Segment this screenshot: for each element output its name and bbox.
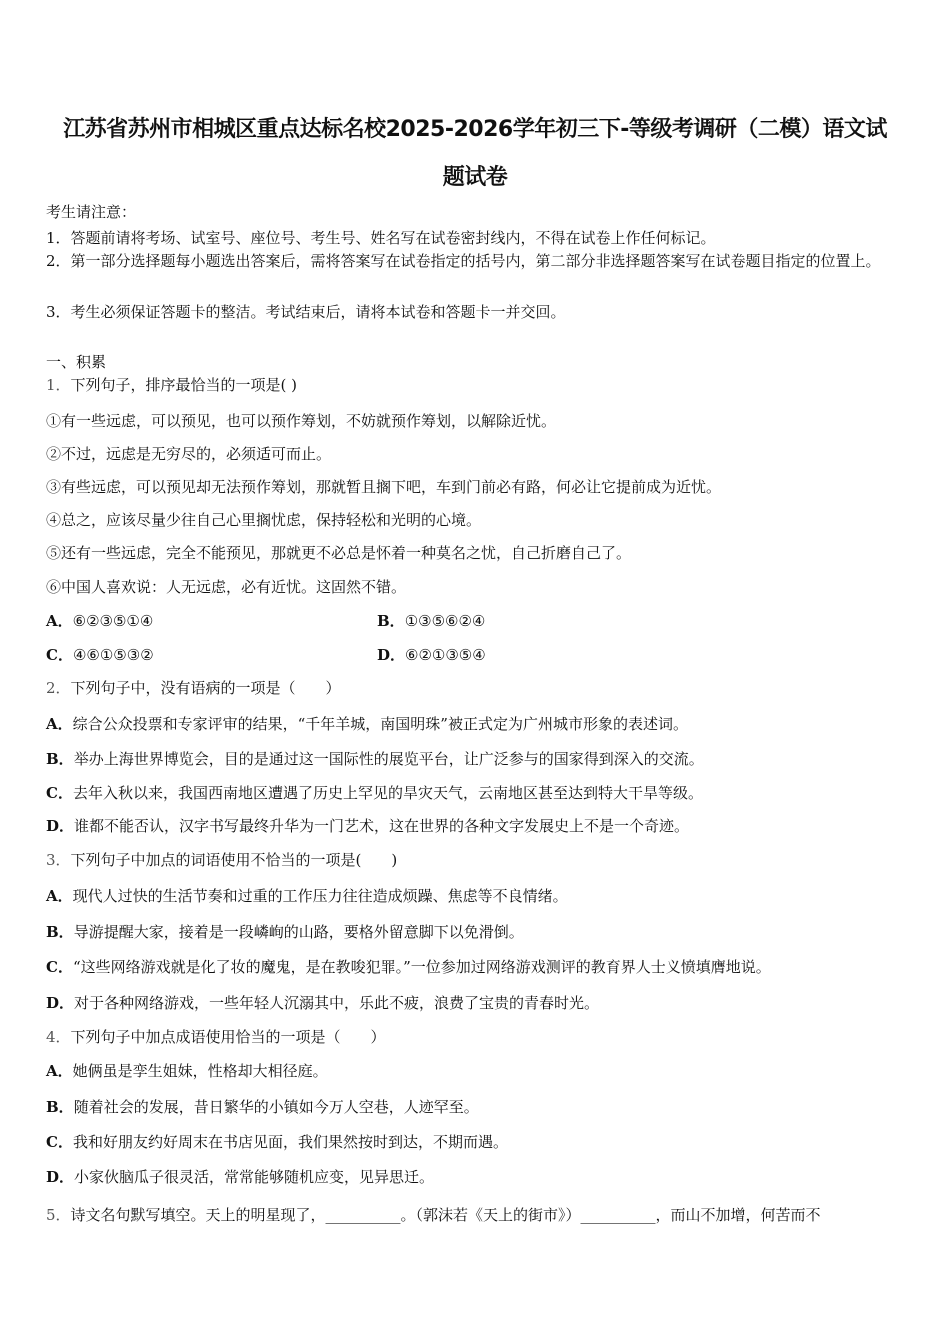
question-stem: 下列句子中，没有语病的一项是（ ） [70,679,341,697]
question-stem: 下列句子，排序最恰当的一项是( ) [70,376,298,394]
question-number: 2． [46,679,71,697]
q1-option-b[interactable] [377,611,485,631]
q1-option-c[interactable] [46,645,154,665]
option-label: A． [46,887,73,905]
q3-option-a[interactable] [46,886,906,906]
question-4 [46,1027,906,1047]
option-label: D． [46,994,75,1012]
option-label: C． [46,784,73,802]
question-number: 3． [46,851,71,869]
option-text: 对于各种网络游戏，一些年轻人沉溺其中，乐此不疲，浪费了宝贵的青春时光。 [74,994,600,1012]
option-text: 综合公众投票和专家评审的结果，“千年羊城，南国明珠”被正式定为广州城市形象的表述词。 [72,715,688,733]
q1-sentence-2: ②不过，远虑是无穷尽的，必须适可而止。 [46,445,332,463]
q4-option-c[interactable] [46,1132,906,1152]
q3-option-c[interactable] [46,957,906,977]
option-text: “这些网络游戏就是化了妆的魔鬼，是在教唆犯罪。”一位参加过网络游戏测评的教育界人士义愤填膺地说。 [72,958,771,976]
option-text: 举办上海世界博览会，目的是通过这一国际性的展览平台，让广泛参与的国家得到深入的交流。 [73,750,704,768]
question-5 [46,1205,906,1225]
question-number: 4． [46,1028,71,1046]
page-title-line-1: 江苏省苏州市相城区重点达标名校2025-2026学年初三下-等级考调研（二模）语文试 [63,117,887,142]
option-text: 现代人过快的生活节奏和过重的工作压力往往造成烦躁、焦虑等不良情绪。 [72,887,568,905]
section-heading: 一、积累 [46,353,107,371]
option-text: 导游提醒大家，接着是一段嶙峋的山路，要格外留意脚下以免滑倒。 [73,923,524,941]
question-text: 诗文名句默写填空。天上的明星现了，__________。（郭沫若《天上的街市》）__________，而山不加增，何苦而不 [70,1206,821,1224]
notice-item-3: 3．考生必须保证答题卡的整洁。考试结束后，请将本试卷和答题卡一并交回。 [46,303,566,321]
option-label: A． [46,715,73,733]
q1-sentence-3: ③有些远虑，可以预见却无法预作筹划，那就暂且搁下吧，车到门前必有路，何必让它提前成为近忧。 [46,478,722,496]
option-text: 她俩虽是孪生姐妹，性格却大相径庭。 [72,1062,328,1080]
option-label: B． [46,750,74,768]
q4-option-a[interactable] [46,1061,906,1081]
option-text: 谁都不能否认，汉字书写最终升华为一门艺术，这在世界的各种文字发展史上不是一个奇迹。 [74,817,690,835]
q1-sentence-5: ⑤还有一些远虑，完全不能预见，那就更不必总是怀着一种莫名之忧，自己折磨自己了。 [46,544,632,562]
q1-sentence-4: ④总之，应该尽量少往自己心里搁忧虑，保持轻松和光明的心境。 [46,511,482,529]
option-label: C． [46,646,73,664]
question-number: 5． [46,1206,71,1224]
option-label: B． [377,612,405,630]
page-title-line-2: 题试卷 [442,165,508,190]
notice-heading: 考生请注意： [46,203,137,221]
question-number: 1． [46,376,71,394]
notice-item-2: 2．第一部分选择题每小题选出答案后，需将答案写在试卷指定的括号内，第二部分非选择题答案写在试卷题目指定的位置上。 [46,252,881,270]
q2-option-b[interactable] [46,749,906,769]
q1-sentence-6: ⑥中国人喜欢说：人无远虑，必有近忧。这固然不错。 [46,578,407,596]
question-3 [46,850,906,870]
q4-option-d[interactable] [46,1167,906,1187]
q3-option-b[interactable] [46,922,906,942]
option-label: C． [46,958,73,976]
option-text: ④⑥①⑤③② [72,646,154,664]
option-label: B． [46,923,74,941]
option-label: A． [46,612,73,630]
q1-option-a[interactable] [46,611,153,631]
q3-option-d[interactable] [46,993,906,1013]
option-text: ⑥②③⑤①④ [72,612,154,630]
option-label: A． [46,1062,73,1080]
option-label: D． [46,1168,75,1186]
option-text: ①③⑤⑥②④ [404,612,486,630]
question-2 [46,678,906,698]
option-text: 去年入秋以来，我国西南地区遭遇了历史上罕见的旱灾天气，云南地区甚至达到特大干旱等级。 [72,784,703,802]
option-text: 随着社会的发展，昔日繁华的小镇如今万人空巷，人迹罕至。 [73,1098,479,1116]
option-label: D． [46,817,75,835]
q2-option-d[interactable] [46,816,906,836]
q1-option-d[interactable] [377,645,486,665]
option-label: C． [46,1133,73,1151]
question-1 [46,375,906,395]
q2-option-a[interactable] [46,714,906,734]
question-stem: 下列句子中加点的词语使用不恰当的一项是( ) [70,851,398,869]
option-label: D． [377,646,406,664]
question-stem: 下列句子中加点成语使用恰当的一项是（ ） [70,1028,386,1046]
option-label: B． [46,1098,74,1116]
notice-item-1: 1．答题前请将考场、试室号、座位号、考生号、姓名写在试卷密封线内，不得在试卷上作任何标记。 [46,229,716,247]
q1-sentence-1: ①有一些远虑，可以预见，也可以预作筹划，不妨就预作筹划，以解除近忧。 [46,412,557,430]
q4-option-b[interactable] [46,1097,906,1117]
q2-option-c[interactable] [46,783,906,803]
option-text: 我和好朋友约好周末在书店见面，我们果然按时到达，不期而遇。 [72,1133,508,1151]
option-text: 小家伙脑瓜子很灵活，常常能够随机应变，见异思迁。 [74,1168,435,1186]
option-text: ⑥②①③⑤④ [405,646,486,664]
